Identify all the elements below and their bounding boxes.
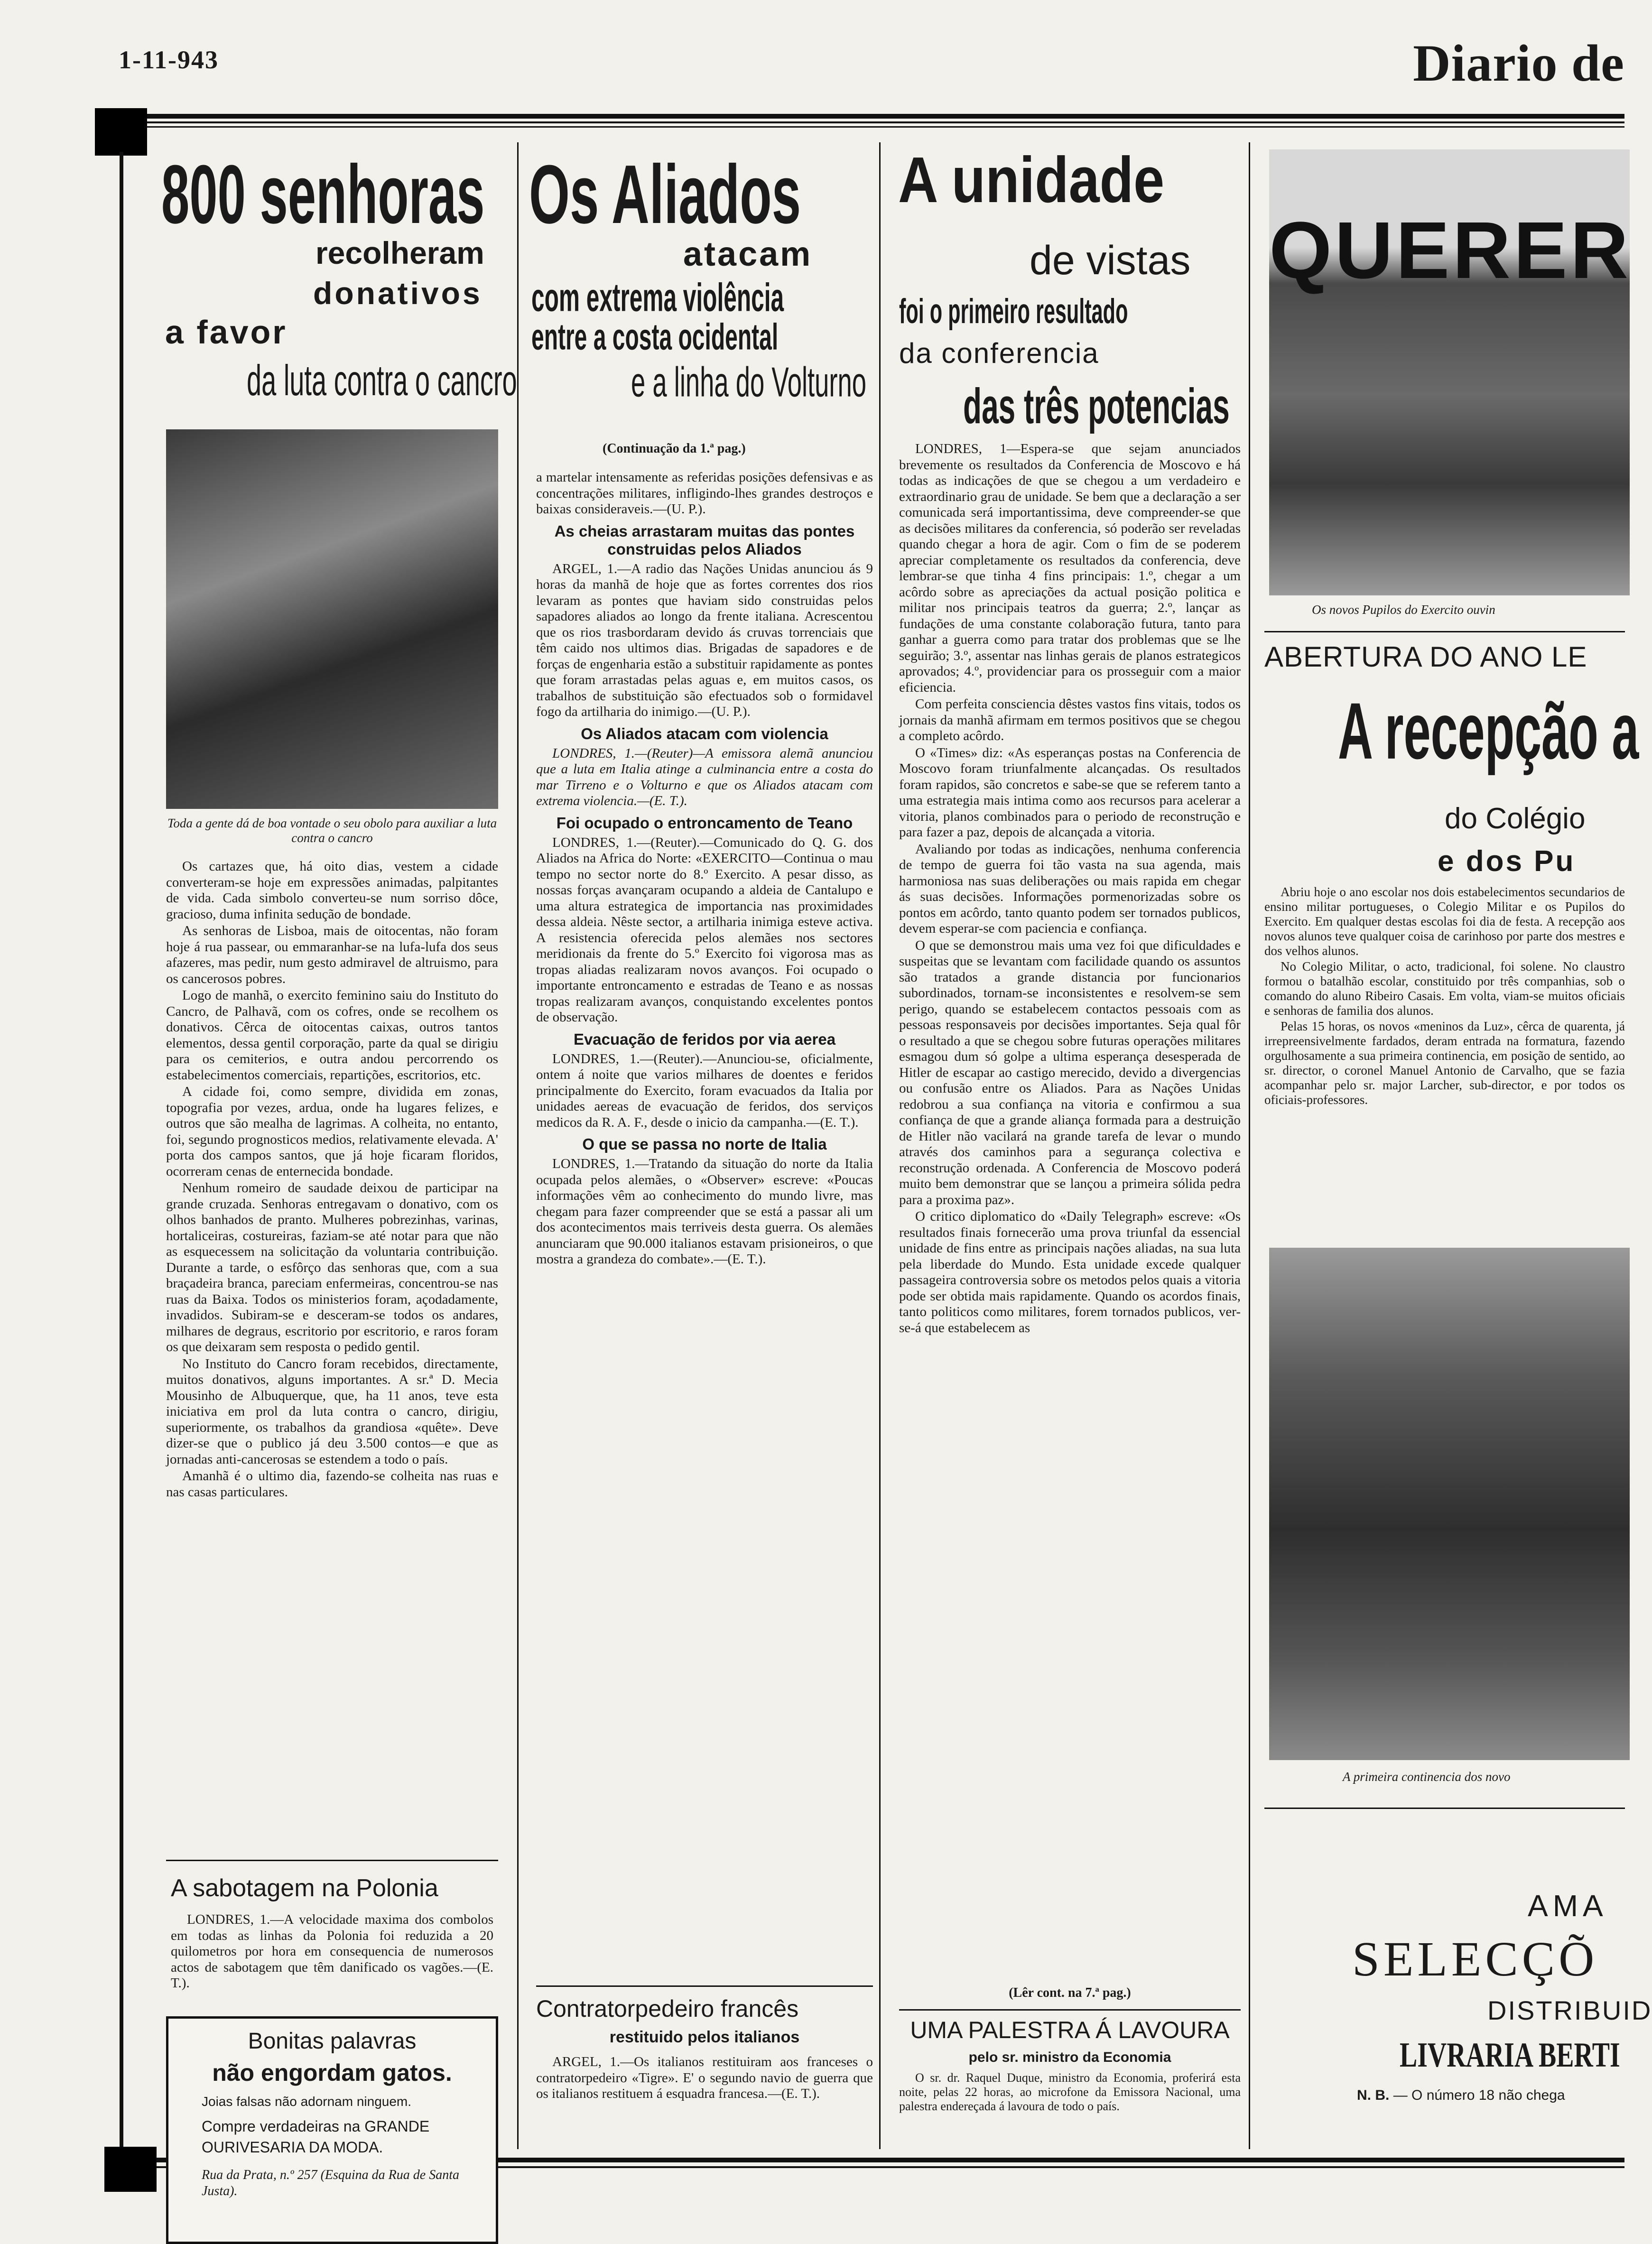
paragraph: LONDRES, 1.—Tratando da situação do norte da Italia ocupada pelos alemães, o «Observer» escreve: «Poucas informações vêm ao conhecimento do mundo livre, mas chegam para fazer compreender que se está a passar ali um dos acontecimentos mais terriveis desta guerra. Os alemães anunciaram que 90.000 italianos estavam prisioneiros, o que mostra a grandeza do combate».—(E. T.). [536,1156,873,1267]
deck-costa-ocidental: entre a costa ocidental [531,316,779,358]
column-divider-2 [879,142,881,2149]
ad-seleccoes: SELECÇÕ [1352,1932,1598,1986]
article-cancer-body [166,859,498,1827]
article-unity-body [899,441,1241,1988]
deck-linha-volturno: e a linha do Volturno [631,359,867,406]
continuation-note: (Continuação da 1.ª pag.) [603,441,746,456]
photo-donation [166,429,498,809]
continued-note: (Lêr cont. na 7.ª pag.) [1009,1985,1131,2000]
paragraph: a martelar intensamente as referidas posições defensivas e as concentrações militares, infligindo-lhes grandes destroços e baixas consideraveis.—(U. P.). [536,470,873,517]
paragraph: A cidade foi, como sempre, dividida em zonas, topografia por vezes, ardua, onde ha lugares felizes, e outros que são mealha de lagrimas. A colheita, no entanto, foi, segundo prognosticos medios, relativamente elevada. A' porta dos campos santos, que já hoje ficaram floridos, ocorreram cenas de enternecida bondade. [166,1084,498,1179]
palestra-subtitle: pelo sr. ministro da Economia [968,2049,1171,2065]
ad-nb-note [1357,2087,1565,2104]
article-allies-body [536,470,873,1974]
paragraph: No Colegio Militar, o acto, tradicional, foi solene. No claustro formou o batalhão escolar, constituido por três companhias, sob o comando do aluno Ribeiro Casais. Em volta, viam-se muitos oficiais e senhoras de familia dos alunos. [1264,959,1625,1018]
corner-block-bottom [104,2147,157,2192]
deck-e-dos-pu: e dos Pu [1438,845,1576,878]
section-rule [166,1860,498,1861]
column-divider-3 [1249,142,1250,2149]
ad-line-joias: Joias falsas não adornam ninguem. [202,2094,412,2109]
paragraph: Avaliando por todas as indicações, nenhuma conferencia de tempo de guerra foi tão vasta na sua agenda, mais harmoniosa nas suas deliberações ou mais rapida em chegar ás suas decisões. Informações pormenorizadas sobre os pontos em acôrdo, tanto quanto podem ser tornados publicos, devem esperar-se com paciencia e confiança. [899,841,1241,936]
paragraph: Abriu hoje o ano escolar nos dois estabelecimentos secundarios de ensino militar portugueses, o Colegio Militar e os Pupilos do Exercito. Em qualquer destas escolas foi dia de festa. A recepção aos novos alunos teve qualquer coisa de carinhoso por parte dos mestres e dos velhos alunos. [1264,885,1625,958]
paragraph: Amanhã é o ultimo dia, fazendo-se colheita nas ruas e nas casas particulares. [166,1468,498,1500]
paragraph: Nenhum romeiro de saudade deixou de participar na grande cruzada. Senhoras entregavam o donativo, com os olhos banhados de pranto. Mulheres pobrezinhas, varinas, hortaliceiras, costureiras, faziam-se até notar para que não as esquecessem na solicitação da voluntaria contribuição. Durante a tarde, o esfôrço das senhoras que, com a sua braçadeira branca, pareciam enfermeiras, concentrou-se nas ruas da Baixa. Todos os ministerios foram, açodadamente, invadidos. Subiram-se e desceram-se todos os andares, milhares de degraus, escritorio por escritorio, e raros foram os que deixaram sem resposta o pedido gentil. [166,1180,498,1354]
column-cancer-drive [152,138,517,2198]
paragraph: No Instituto do Cancro foram recebidos, directamente, muitos donativos, alguns importantes. A sr.ª D. Mecia Mousinho de Albuquerque, que, ha 11 anos, teve esta iniciativa em prol da luta contra o cancro, dirigiu, superiormente, os trabalhos da grandiosa «quête». Deve dizer-se que o publico já deu 3.500 contos—e que as jornadas anti-cancerosas se estendem a todo o país. [166,1356,498,1467]
deck-primeiro-resultado: foi o primeiro resultado [899,292,1128,331]
sabotagem-text [171,1912,493,1993]
kicker-abertura: ABERTURA DO ANO LE [1264,641,1587,673]
section-rule [899,2009,1241,2011]
deck-donativos: donativos [313,276,483,311]
photo-colegio-caption: A primeira continencia dos novo [1343,1770,1511,1784]
paragraph: LONDRES, 1.—(Reuter)—A emissora alemã anunciou que a luta em Italia atinge a culminancia entre a costa do mar Tirreno e o Volturno e que os Aliados atacam com extrema violencia.—(E. T.). [536,745,873,808]
deck-recolheram: recolheram [316,235,484,270]
section-rule [536,1985,873,1987]
ad-livraria: LIVRARIA BERTI [1400,2036,1620,2075]
headline-recepcao: A recepção a [1338,686,1639,776]
issue-date: 1-11-943 [119,46,219,74]
subhead-cheias: As cheias arrastaram muitas das pontes construidas pelos Aliados [554,522,855,558]
deck-extrema-violencia: com extrema violência [531,276,784,320]
ad-nb-label: N. B. [1357,2087,1390,2103]
deck-atacam: atacam [683,235,813,273]
paragraph: Com perfeita consciencia dêstes vastos fins vitais, todos os jornais da manhã afirmam em termos positivos que se chegou a completo acôrdo. [899,696,1241,743]
ad-line-engordam: não engordam gatos. [212,2059,452,2086]
paragraph: LONDRES, 1.—(Reuter).—Anunciou-se, oficialmente, ontem á noite que varios milhares de doentes e feridos principalmente do Exercito, foram evacuados da Italia por unidades aereas de evacuação de feridos, dos serviços medicos da R. A. F., desde o inicio da campanha.—(E. T.). [536,1051,873,1130]
paragraph: Pelas 15 horas, os novos «meninos da Luz», cêrca de quarenta, já irrepreensivelmente fardados, deram entrada na formatura, fazendo orgulhosamente a sua primeira continencia, em posição de sentido, ao sr. director, o coronel Manuel Antonio de Carvalho, que se fazia acompanhar pelo sr. major Larcher, sub-director, e por todos os oficiais-professores. [1264,1019,1625,1107]
deck-do-colegio: do Colégio [1445,802,1586,835]
photo-pupilos-caption: Os novos Pupilos do Exercito ouvin [1312,603,1495,617]
paragraph: O que se demonstrou mais uma vez foi que dificuldades e suspeitas que se levantam com facilidade quando os assuntos são tratados a grande distancia por funcionarios subordinados, tornam-se inconsistentes e resolvem-se sem perigo, quando se estabelecem contactos pessoais com as pessoas responsaveis por decisões importantes. Seja qual fôr o resultado a que se chegou sobre futuras operações militares esmagou dum só golpe a ultima esperança desesperada de Hitler de escapar ao castigo merecido, devido a divergencias ou confusão entre os Aliados. Para as Nações Unidas redobrou a sua confiança na vitoria e confirmou a sua confiança de que a grande aliança formada para a destruição de Hitler não vacilará na grande tarefa de levar o mundo através dos caminhos para a segurança colectiva e reconstrução ordenada. A Conferencia de Moscovo poderá muito bem demonstrar que se lançou a primeira sólida pedra para a proxima paz». [899,937,1241,1207]
subhead-norte-italia: O que se passa no norte de Italia [582,1135,827,1153]
subhead-atacam-violencia: Os Aliados atacam com violencia [581,724,828,742]
paragraph: O sr. dr. Raquel Duque, ministro da Economia, proferirá esta noite, pelas 22 horas, ao microfone da Emissora Nacional, uma palestra endereçada á lavoura de todo o país. [899,2071,1241,2113]
paragraph: LONDRES, 1.—A velocidade maxima dos combolos em todas as linhas da Polonia foi reduzida a 20 quilometros por hora em consequencia de numerosos actos de sabotagem que têm danificado os vagões.—(E. T.). [171,1912,493,1991]
deck-de-vistas: de vistas [1030,238,1191,283]
paragraph: Logo de manhã, o exercito feminino saiu do Instituto do Cancro, de Palhavã, com os cofres, onde se recolhem os donativos. Cêrca de oitocentas caixas, outros tantos elementos, dessa gentil corporação, parte da qual se dirigiu para os cemiterios, e outra andou percorrendo os estabelecimentos comerciais, repartições, escritorios, etc. [166,988,498,1083]
paragraph: As senhoras de Lisboa, mais de oitocentas, não foram hoje á rua passear, ou emmaranhar-se na lufa-lufa dos seus afazeres, mas pedir, num gesto admiravel de altruismo, para os cancerosos pobres. [166,923,498,986]
banner-querer: QUERER [1269,205,1632,296]
column-school-opening [1255,138,1652,2149]
deck-a-favor: a favor [165,314,288,351]
headline-800-senhoras: 800 senhoras [161,147,485,241]
photo-colegio-militar [1269,1248,1630,1760]
contratorpedeiro-text [536,2054,873,2103]
top-rule-thin-2 [119,126,1624,128]
ad-ama: AMA [1528,1889,1608,1923]
subhead-evacuacao: Evacuação de feridos por via aerea [573,1030,836,1048]
ad-line-bonitas: Bonitas palavras [248,2029,417,2054]
left-border-rule [120,152,123,2149]
column-divider-1 [517,142,519,2149]
section-rule [1264,631,1625,632]
ad-line-address: Rua da Prata, n.º 257 (Esquina da Rua de Santa Justa). [202,2168,459,2198]
palestra-title: UMA PALESTRA Á LAVOURA [910,2017,1230,2043]
ad-line-compre: Compre verdadeiras na GRANDE OURIVESARIA DA MODA. [202,2118,430,2156]
palestra-text [899,2071,1241,2114]
column-allies-attack [522,138,878,2149]
paragraph: ARGEL, 1.—Os italianos restituiram aos franceses o contratorpedeiro «Tigre». E' o segundo navio de guerra que os italianos restituem á esquadra francesa.—(E. T.). [536,2054,873,2101]
deck-tres-potencias: das três potencias [963,378,1230,435]
photo-donation-caption: Toda a gente dá de boa vontade o seu obolo para auxiliar a luta contra o cancro [167,816,497,845]
column-unity [885,138,1248,2149]
ad-ourivesaria [166,2016,498,2244]
contratorpedeiro-title: Contratorpedeiro francês [536,1995,799,2022]
deck-luta-contra-cancro: da luta contra o cancro [247,356,517,405]
paragraph: LONDRES, 1—Espera-se que sejam anunciados brevemente os resultados da Conferencia de Moscovo e há todas as indicações de que se chegou a um verdadeiro e extraordinario grau de unidade. Se bem que a declaração a ser comunicada será importantissima, deve compreender-se que as decisões militares da conferencia, só poderão ser reveladas quando chegar a hora de agir. Com o fim de se poderem apreciar completamente os resultados da conferencia, deve lembrar-se que tinha 4 fins principais: 1.º, chegar a um acôrdo sobre as apreciações da actual posição politica e militar nos principais teatros da guerra; 2.º, lançar as fundações de uma constante colaboração futura, tanto para ganhar a guerra como para tratar dos problemas que se lhe seguirão; 3.º, assentar nas linhas gerais de planos estrategicos aprovados; 4.º, providenciar para os prosseguir com a maior eficiencia. [899,441,1241,695]
deck-da-conferencia: da conferencia [899,337,1099,369]
contratorpedeiro-subtitle: restituido pelos italianos [609,2028,800,2046]
paragraph: ARGEL, 1.—A radio das Nações Unidas anunciou ás 9 horas da manhã de hoje que as fortes correntes dos rios levaram as pontes que haviam sido construidas pelos sapadores aliados ao longo da frente italiana. Acrescentou que os rios trasbordaram devido ás cruvas torrenciais que têm caido nos ultimos dias. Brigadas de sapadores e de forças de engenharia estão a substituir rapidamente as pontes que foram arrastadas pelas aguas e, em muitos casos, os trabalhos de substituição são efectuados sob o formidavel fogo da artilharia do inimigo.—(U. P.). [536,561,873,719]
masthead: Diario de [1413,34,1624,92]
headline-os-aliados: Os Aliados [529,147,801,241]
paragraph: Os cartazes que, há oito dias, vestem a cidade converteram-se hoje em expressões animadas, palpitantes de vida. Cada simbolo converteu-se num sorriso dôce, gracioso, duma infinita sedução de bondade. [166,859,498,922]
sabotagem-title: A sabotagem na Polonia [171,1874,438,1902]
top-rule-thin [119,121,1624,123]
section-rule [1264,1808,1625,1809]
article-school-body [1264,885,1625,1245]
top-rule-thick [119,114,1624,119]
ad-distribuidor: DISTRIBUID [1487,1995,1652,2025]
paragraph: O critico diplomatico do «Daily Telegraph» escreve: «Os resultados finais fornecerão uma prova triunfal da essencial unidade de fins entre as principais nações aliadas, na sua luta pela liberdade do Mundo. Esta unidade excede qualquer passageira controversia sobre os metodos pelos quais a vitoria pode ser obtida mais rapidamente. Quando os acordos finais, tanto politicos como militares, forem tornados publicos, ver-se-á que estabelecem as [899,1209,1241,1335]
headline-a-unidade: A unidade [898,143,1165,216]
paragraph: O «Times» diz: «As esperanças postas na Conferencia de Moscovo foram triunfalmente alcançadas. Os resultados foram rapidos, são concretos e sabe-se que se referem tanto a uma estrategia mais intima como aos recursos para acelerar a vitoria, planos combinados para o periodo de reconstrução e para fazer a paz, depois de alcançada a vitoria. [899,745,1241,840]
paragraph: LONDRES, 1.—(Reuter).—Comunicado do Q. G. dos Aliados na Africa do Norte: «EXERCITO—Continua o mau tempo no sector norte do 8.º Exercito. A pesar disso, as nossas forças avançaram ocupando a aldeia de Cantalupo e uma altura estrategica de importancia nas proximidades dessa aldeia. Nêste sector, a artilharia inimiga esteve activa. A resistencia oferecida pelos alemães nos sectores meridionais da frente do 5.º Exercito foi vigorosa mas as tropas aliadas realizaram novos avanços. Foi ocupado o importante entroncamento e estradas de Teano e as nossas tropas realizaram avanços, conquistando excelentes pontos de observação. [536,835,873,1025]
corner-block-top [95,108,147,156]
ad-nb-text: — O número 18 não chega [1393,2087,1565,2103]
subhead-teano: Foi ocupado o entroncamento de Teano [556,814,853,832]
